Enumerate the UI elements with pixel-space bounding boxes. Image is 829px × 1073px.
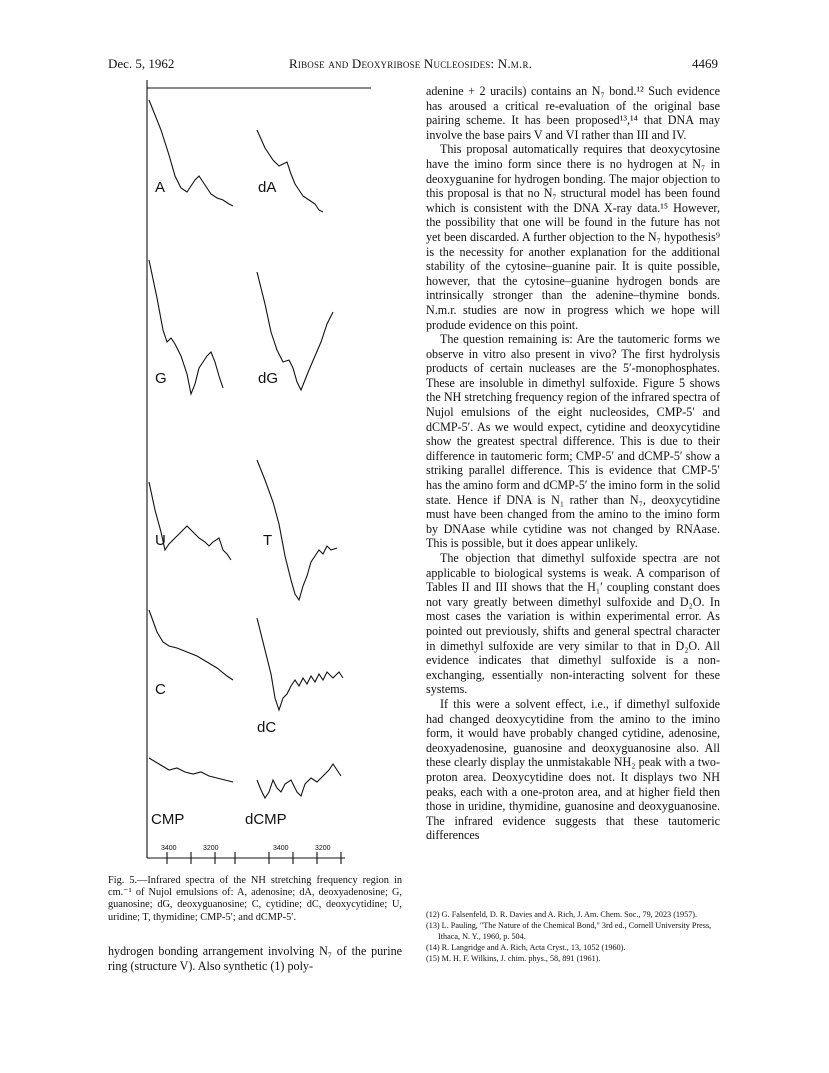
- spectrum-dCMP: [257, 764, 341, 798]
- reference: (12) G. Falsenfeld, D. R. Davies and A. Rich, J. Am. Chem. Soc., 79, 2023 (1957).: [426, 910, 698, 919]
- label-dA: dA: [258, 179, 277, 196]
- references: [426, 909, 720, 964]
- tick-label: 3200: [203, 845, 219, 852]
- left-column-text: hydrogen bonding arrangement involving N₇ of the purine ring (structure V). Also synthetic (1) poly-: [108, 944, 402, 973]
- spectrum-T: [257, 460, 337, 600]
- figure-caption: Fig. 5.—Infrared spectra of the NH stretching frequency region in cm.⁻¹ of Nujol emulsions of: A, adenosine; dA, deoxyadenosine; G, guanosine; dG, deoxyguanosine; C, cytidine; dC, deoxycytidine; U, uridine; T, thymidine; CMP-5′; and dCMP-5′.: [108, 875, 402, 923]
- tick-label: 3400: [273, 845, 289, 852]
- reference: (13) L. Pauling, "The Nature of the Chemical Bond," 3rd ed., Cornell University Press, Ithaca, N. Y., 1960, p. 504.: [426, 921, 712, 941]
- running-header-title: Ribose and Deoxyribose Nucleosides: N.m.r.: [289, 56, 533, 71]
- running-header-date: Dec. 5, 1962: [108, 56, 175, 71]
- label-A: A: [155, 179, 166, 196]
- paragraph: The question remaining is: Are the tautomeric forms we observe in vitro also present in vivo? The first hydrolysis products of certain nucleases are the 5′-monophosphates. These are insoluble in dimethyl sulfoxide. Figure 5 shows the NH stretching frequency region of the infrared spectra of Nujol emulsions of the eight nucleosides, CMP-5′ and dCMP-5′. As we would expect, cytidine and deoxycytidine show the greatest spectral difference. This is due to their difference in tautomeric form; CMP-5′ and dCMP-5′ show a striking parallel difference. This is evidence that CMP-5′ has the amino form and dCMP-5′ the imino form in the solid state. Hence if DNA is N₁ rather than N₇, deoxycytidine must have been changed from the amino to the imino form by DNAase while cytidine was not changed by RNAase. This is possible, but it does appear unlikely.: [426, 332, 720, 551]
- right-column: [426, 84, 720, 843]
- label-CMP: CMP: [151, 811, 185, 828]
- label-dC: dC: [257, 719, 277, 736]
- spectrum-dC: [257, 618, 343, 710]
- reference: (15) M. H. F. Wilkins, J. chim. phys., 58, 891 (1961).: [426, 954, 601, 963]
- page-number: 4469: [692, 56, 718, 71]
- label-dCMP: dCMP: [245, 811, 287, 828]
- label-C: C: [155, 681, 166, 698]
- label-T: T: [263, 532, 273, 549]
- tick-label: 3400: [161, 845, 177, 852]
- paragraph: If this were a solvent effect, i.e., if dimethyl sulfoxide had changed deoxycytidine from the amino to the imino form, it would have probably changed cytidine, adenosine, deoxyadenosine, guanosine and deoxyguanosine also. All these clearly display the unmistakable NH₂ peak with a two-proton area. Deoxycytidine does not. It displays two NH peaks, each with a one-proton area, and at higher field then those in uridine, thymidine, guanosine and deoxyguanosine. The infrared evidence suggests that these tautomeric differences: [426, 696, 720, 843]
- paragraph: adenine + 2 uracils) contains an N₇ bond.¹² Such evidence has aroused a critical re-evaluation of the original base pairing scheme. It has been proposed¹³,¹⁴ that DNA may involve the base pairs V and VI rather than III and IV.: [426, 84, 720, 142]
- spectrum-C: [149, 610, 233, 680]
- spectrum-CMP: [149, 758, 233, 782]
- label-U: U: [155, 532, 166, 549]
- label-G: G: [155, 370, 167, 387]
- tick-label: 3200: [315, 845, 331, 852]
- figure-5-ir-spectra: [133, 80, 399, 870]
- label-dG: dG: [258, 370, 279, 387]
- reference: (14) R. Langridge and A. Rich, Acta Cryst., 13, 1052 (1960).: [426, 943, 626, 952]
- spectrum-dA: [257, 130, 323, 212]
- paragraph: This proposal automatically requires that deoxycytosine have the imino form since there is no hydrogen at N₇ in deoxyguanine for hydrogen bonding. The major objection to this proposal is that no N₇ structural model has been found which is consistent with the DNA X-ray data.¹⁵ However, the possibility that one will be found in the future has not yet been discarded. A further objection to the N₇ hypothesis⁹ is the necessity for another explanation for the additional stability of the cytosine–guanine pair. It is quite possible, however, that the cytosine–guanine hydrogen bonds are intrinsically stronger than the adenine–thymine bonds. N.m.r. studies are now in progress which we hope will produde evidence on this point.: [426, 142, 720, 332]
- paragraph: The objection that dimethyl sulfoxide spectra are not applicable to biological systems is weak. A comparison of Tables II and III shows that the H₁′ coupling constant does not vary greatly between dimethyl sulfoxide and D₂O. In most cases the variation is within experimental error. As pointed out previously, shifts and general spectral character in dimethyl sulfoxide are very similar to that in D₂O. All evidence indicates that dimethyl sulfoxide is a non-exchanging, essentially non-interacting solvent for these systems.: [426, 551, 720, 697]
